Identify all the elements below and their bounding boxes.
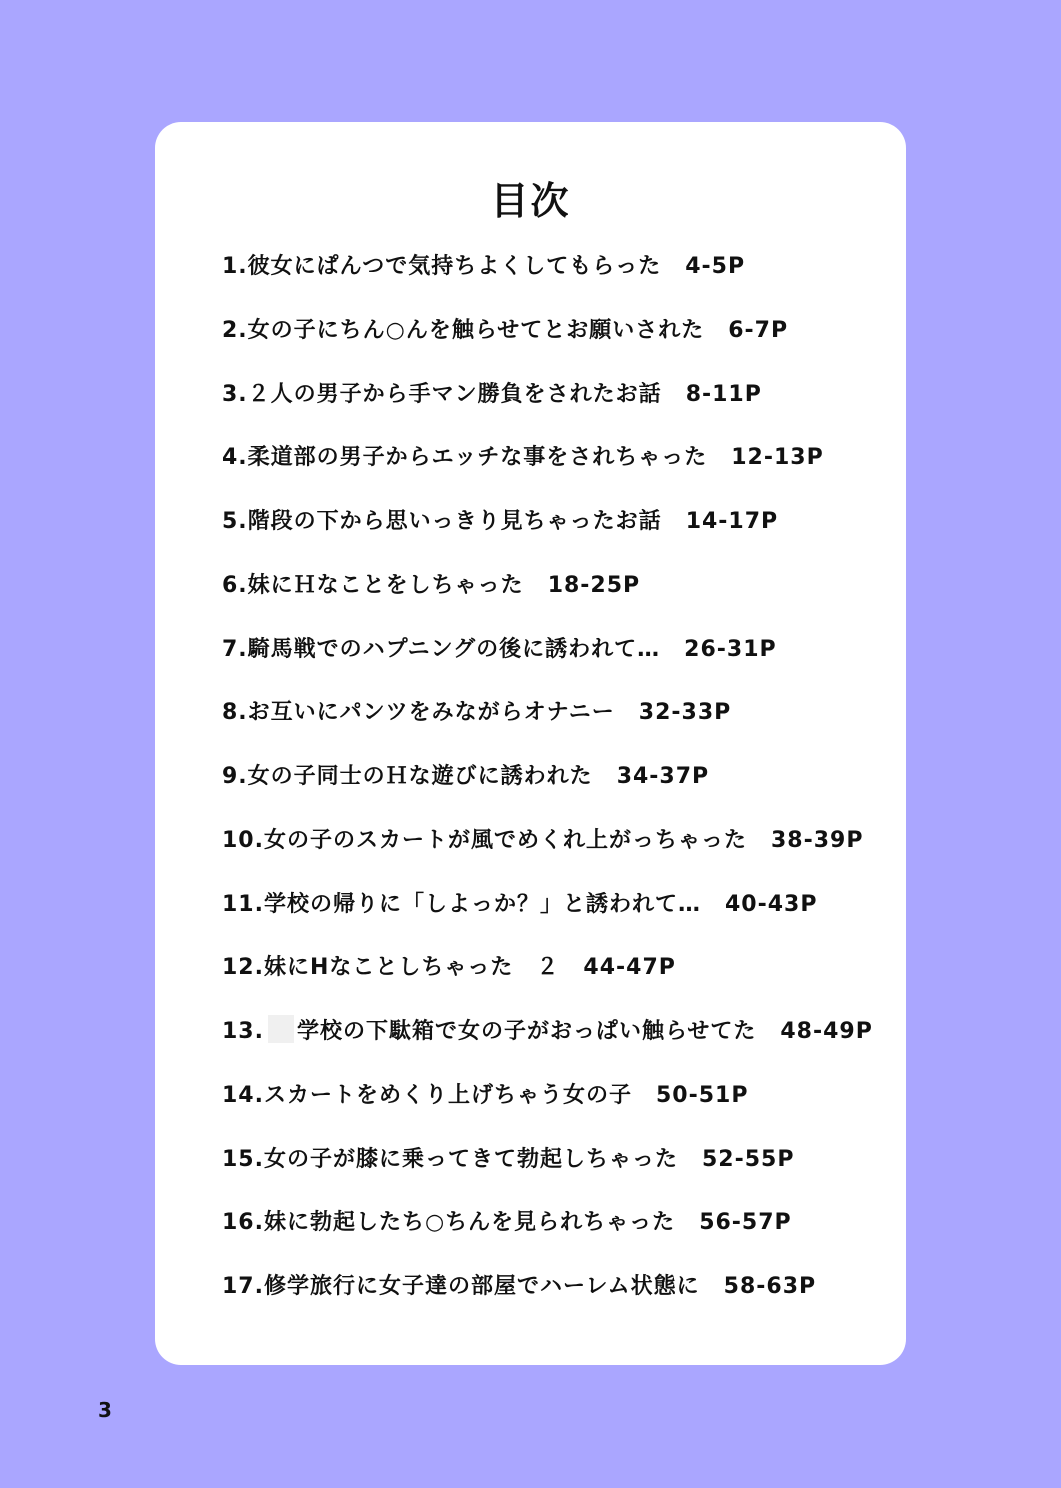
toc-item-number: 2. — [222, 317, 248, 343]
toc-item-title: 女の子のスカートが風でめくれ上がっちゃった — [263, 827, 747, 853]
toc-item-title: 柔道部の男子からエッチな事をされちゃった — [247, 445, 708, 471]
toc-item — [222, 946, 873, 1010]
toc-item-pages: 34-37P — [616, 764, 710, 789]
toc-item-title: ２人の男子から手マン勝負をされたお話 — [247, 381, 662, 407]
toc-item — [222, 1138, 873, 1202]
page-number: 3 — [98, 1398, 112, 1422]
toc-item-pages: 14-17P — [685, 509, 779, 534]
toc-item-number: 16. — [222, 1210, 264, 1236]
toc-item-number: 13. — [222, 1019, 264, 1044]
page-title: 目次 — [490, 179, 571, 223]
toc-item-pages: 58-63P — [723, 1274, 817, 1299]
toc-item-pages: 56-57P — [699, 1210, 792, 1236]
toc-item — [222, 309, 873, 373]
toc-item-number: 7. — [222, 636, 248, 662]
toc-item-pages: 26-31P — [684, 636, 777, 662]
toc-item-number: 10. — [222, 827, 264, 853]
toc-item — [222, 436, 873, 500]
toc-item-number: 8. — [222, 700, 248, 726]
toc-item — [222, 883, 873, 947]
toc-item-number: 6. — [222, 572, 248, 598]
toc-item-pages: 32-33P — [638, 700, 732, 726]
toc-item — [222, 500, 873, 564]
toc-item-title: 学校の下駄箱で女の子がおっぱい触らせてた — [296, 1019, 757, 1044]
toc-item-number: 15. — [222, 1146, 264, 1172]
toc-item — [222, 1201, 873, 1265]
toc-item-pages: 50-51P — [656, 1082, 749, 1108]
toc-item-number: 9. — [222, 764, 248, 789]
toc-item-number: 14. — [222, 1082, 264, 1108]
toc-item-number: 3. — [222, 381, 248, 407]
toc-item — [222, 373, 873, 437]
toc-item-title: スカートをめくり上げちゃう女の子 — [263, 1082, 632, 1108]
toc-item-title: 妹にHなことしちゃった ２ — [263, 955, 560, 981]
toc-item — [222, 1265, 873, 1329]
toc-item — [222, 245, 873, 309]
toc-item-title: 女の子が膝に乗ってきて勃起しちゃった — [263, 1146, 678, 1172]
toc-item-title: 学校の帰りに「しよっか？」と誘われて… — [263, 891, 701, 917]
toc-item — [222, 691, 873, 755]
toc-item-title: お互いにパンツをみながらオナニー — [247, 700, 615, 726]
toc-item-pages: 8-11P — [685, 381, 762, 407]
toc-item-title: 女の子にちん○んを触らせてとお願いされた — [247, 317, 705, 343]
toc-item-title: 騎馬戦でのハプニングの後に誘われて… — [247, 636, 661, 662]
toc-item-number: 12. — [222, 955, 264, 981]
toc-item-number: 1. — [222, 254, 248, 279]
toc-item-number: 4. — [222, 445, 248, 471]
toc-item-pages: 6-7P — [728, 317, 789, 343]
toc-item-title: 階段の下から思いっきり見ちゃったお話 — [247, 509, 662, 534]
toc-item-number: 11. — [222, 891, 264, 917]
toc-item-title: 妹にＨなことをしちゃった — [247, 572, 524, 598]
toc-item-pages: 12-13P — [731, 445, 824, 471]
toc-item — [222, 628, 873, 692]
toc-item-number: 5. — [222, 509, 248, 534]
toc-item-pages: 18-25P — [547, 572, 641, 598]
toc-item — [222, 1074, 873, 1138]
toc-item-pages: 4-5P — [685, 254, 746, 279]
toc-item-pages: 44-47P — [583, 955, 676, 981]
toc-item-number: 17. — [222, 1274, 264, 1299]
toc-item-title: 彼女にぱんつで気持ちよくしてもらった — [247, 254, 662, 279]
toc-item — [222, 819, 873, 883]
toc-list — [222, 245, 873, 1329]
toc-item — [222, 1010, 873, 1074]
toc-item-pages: 52-55P — [702, 1146, 795, 1172]
toc-item — [222, 564, 873, 628]
toc-item-pages: 40-43P — [725, 891, 818, 917]
toc-item-pages: 38-39P — [771, 827, 864, 853]
toc-item-pages: 48-49P — [780, 1019, 873, 1044]
toc-item-title: 妹に勃起したち○ちんを見られちゃった — [263, 1210, 676, 1236]
redaction-box — [268, 1015, 294, 1043]
toc-item — [222, 755, 873, 819]
toc-item-title: 修学旅行に女子達の部屋でハーレム状態に — [263, 1274, 700, 1299]
toc-item-title: 女の子同士のＨな遊びに誘われた — [247, 764, 593, 789]
